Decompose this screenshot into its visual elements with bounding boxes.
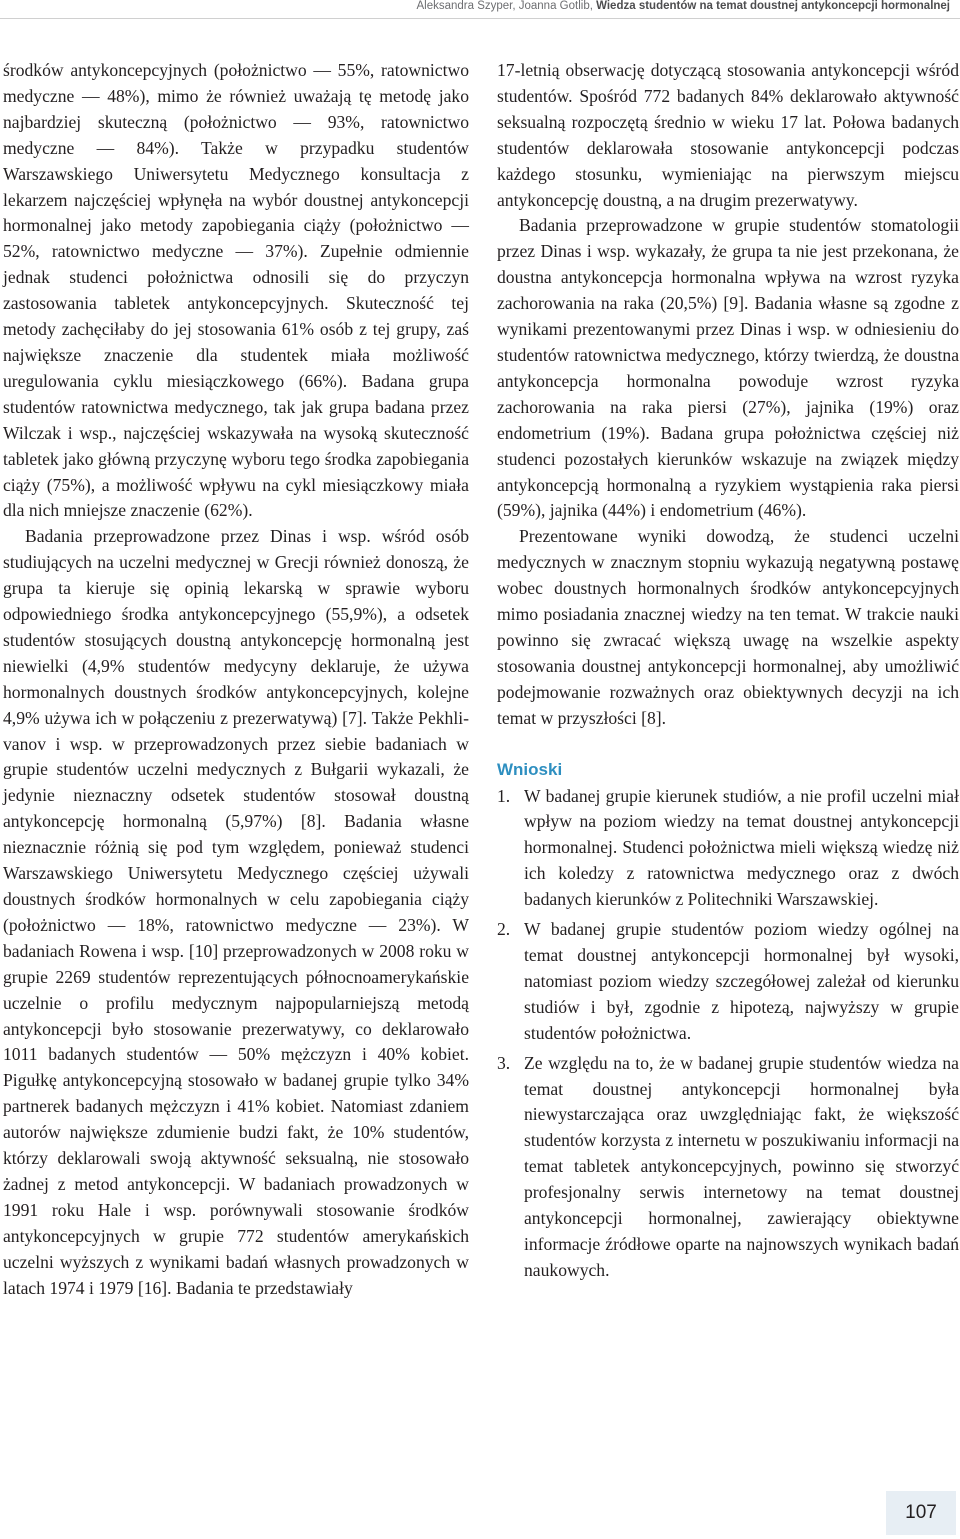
- section-heading-conclusions: Wnioski: [497, 759, 563, 779]
- right-paragraph-2: Badania przeprowadzone w grupie studentów stomatologii przez Dinas i wsp. wykazały, że grupa ta nie jest przekonana, że doustna antykoncepcja hormonalna wpływa na wzrost ryzyka zachorowania na raka (20,5%) [9]. Badania własne są zgodne z wynikami prezentowanymi przez Dinas i wsp. w odniesieniu do studentów ratownictwa medycznego, którzy twierdzą, że doustna antykoncepcja hormonalna powoduje wzrost ryzyka zachorowania na raka piersi (27%), jajnika (19%) oraz endometrium (19%). Badana grupa położnictwa częściej niż studenci pozostałych kierunków wskazuje na związek między antykoncepcją hormonalną a ryzykiem wystąpienia raka piersi (59%), jajnika (44%) i endometrium (46%).: [497, 215, 959, 521]
- conclusion-item: [497, 784, 959, 914]
- conclusion-item: [497, 917, 959, 1047]
- running-header: [416, 0, 950, 16]
- conclusion-item: [497, 1051, 959, 1284]
- conclusion-text: Ze względu na to, że w badanej grupie studentów wiedza na temat doustnej antykoncepcji hormonalnej była niewystarczająca oraz uwzględniając fakt, że większość studentów korzysta z internetu w poszukiwaniu informacji na temat tabletek antykoncepcyjnych, powinno się stworzyć profesjonalny serwis internetowy na temat doustnej antykoncepcji hormonalnej, zawierający obiektywne informacje źródłowe oparte na najnowszych wynikach badań naukowych.: [524, 1052, 959, 1280]
- left-column: [3, 58, 469, 1302]
- conclusion-text: W badanej grupie studentów poziom wiedzy ogólnej na temat doustnej antykoncepcji hormonalnej był wysoki, natomiast poziom wiedzy szczegółowej zależał od kierunku studiów i był, zgodnie z hipotezą, najwyższy w grupie studentów położnictwa.: [524, 919, 959, 1043]
- conclusion-number: 1.: [497, 785, 511, 806]
- right-paragraph-1: 17-letnią obserwację dotyczącą stosowania antykoncepcji wśród studentów. Spośród 772 badanych 84% deklarowało aktywność seksualną rozpoczętą średnio w wieku 17 lat. Połowa badanych studentów deklarowała stosowanie antykoncepcji podczas każdego stosunku, wymieniając na pierwszym miejscu antykoncepcję doustną, a na drugim prezerwatywy.: [497, 60, 959, 210]
- right-paragraph-3: Prezentowane wyniki dowodzą, że studenci uczelni medycznych w znacznym stopniu wykazują negatywną postawę wobec doustnych hormonalnych środków antykoncepcyjnych mimo posiadania znacznej wiedzy na ten temat. W trakcie nauki powinno się zwracać większą uwagę na wszelkie aspekty stosowania doustnej antykoncepcji hormonalnej, aby umożliwić podejmowanie rozważnych oraz obiektywnych decyzji na ich temat w przyszłości [8].: [497, 526, 959, 728]
- conclusions-list: [497, 784, 959, 1284]
- right-column: [497, 58, 959, 1288]
- left-paragraph-2: Badania przeprowadzone przez Dinas i wsp. wśród osób studiujących na uczelni medycznej w Grecji również donoszą, że grupa ta kieruje się opinią lekarską w sprawie wyboru odpowiedniego środka antykoncepcyjnego (55,9%), a odsetek studentów stosujących doustną antykoncepcję hormonalną jest niewielki (4,9% studentów medycyny deklaruje, że używa hormonalnych doustnych środków antykoncepcyjnych, kolejne 4,9% używa ich w połączeniu z prezerwatywą) [7]. Także Pekhlivanov i wsp. w przeprowadzonych przez siebie badaniach w grupie studentów uczelni medycznych z Bułgarii wykazali, że jedynie nieznaczny odsetek studentów stosował doustną antykoncepcję hormonalną (5,97%) [8]. Badania własne nieznacznie różnią się pod tym względem, ponieważ studenci Warszawskiego Uniwersytetu Medycznego częściej używali doustnych środków hormonalnych w celu zapobiegania ciąży (położnictwo — 18%, ratownictwo medyczne — 23%). W badaniach Rowena i wsp. [10] przeprowadzonych w 2008 roku w grupie 2269 studentów reprezentujących północnoamerykańskie uczelnie o profilu medycznym najpopularniejszą metodą antykoncepcji było stosowanie prezerwatywy, co deklarowało 1011 badanych studentów — 50% mężczyzn i 40% kobiet. Pigułkę antykoncepcyjną stosowało w badanej grupie tylko 34% partnerek badanych mężczyzn i 41% kobiet. Natomiast zdaniem autorów największe zdumienie budzi fakt, że 10% studentów, którzy deklarowali swoją aktywność seksualną, nie stosowało żadnej z metod antykoncepcji. W badaniach prowadzonych w 1991 roku Hale i wsp. porównywali stosowanie środków antykoncepcyjnych w grupie 772 studentów amerykańskich uczelni wyższych z wynikami badań własnych prowadzonych w latach 1974 i 1979 [16]. Badania te przedstawiały: [3, 526, 469, 1298]
- running-header-title: Wiedza studentów na temat doustnej antykoncepcji hormonalnej: [596, 0, 950, 12]
- left-paragraph-1: środków antykoncepcyjnych (położnictwo — 55%, ratownictwo medyczne — 48%), mimo że również uważają tę metodę jako najbardziej skuteczną (położnictwo — 93%, ratownictwo medyczne — 84%). Także w przypadku studentów Warszawskiego Uniwersytetu Medycznego konsultacja z lekarzem najczęściej wpłynęła na wybór doustnej antykoncepcji hormonalnej jako metody zapobiegania ciąży (położnictwo — 52%, ratownictwo medyczne — 37%). Zupełnie odmiennie jednak studenci położnictwa odnosili się do przyczyn zastosowania tabletek antykoncepcyjnych. Skuteczność tej metody zachęciłaby do jej stosowania 61% osób z tej grupy, zaś największe znaczenie dla studentek miała możliwość uregulowania cyklu miesiączkowego (66%). Badana grupa studentów ratownictwa medycznego, tak jak grupa badana przez Wilczak i wsp., najczęściej wskazywała na wysoką skuteczność tabletek jako główną przyczynę wyboru tego środka zapobiegania ciąży (75%), a możliwość wpływu na cykl miesiączkowy miała dla nich mniejsze znaczenie (62%).: [3, 60, 469, 521]
- running-header-authors: Aleksandra Szyper, Joanna Gotlib,: [416, 0, 593, 12]
- conclusion-number: 3.: [497, 1052, 511, 1073]
- page-number-text: 107: [905, 1502, 937, 1523]
- header-divider: [0, 18, 960, 19]
- conclusion-number: 2.: [497, 919, 511, 940]
- page-number: [886, 1491, 956, 1535]
- conclusion-text: W badanej grupie kierunek studiów, a nie profil uczelni miał wpływ na poziom wiedzy na temat doustnej antykoncepcji hormonalnej. Studenci położnictwa mieli większą wiedzę niż ich koledzy z ratownictwa medycznego oraz z dwóch badanych kierunków z Politechniki Warszawskiej.: [524, 785, 959, 910]
